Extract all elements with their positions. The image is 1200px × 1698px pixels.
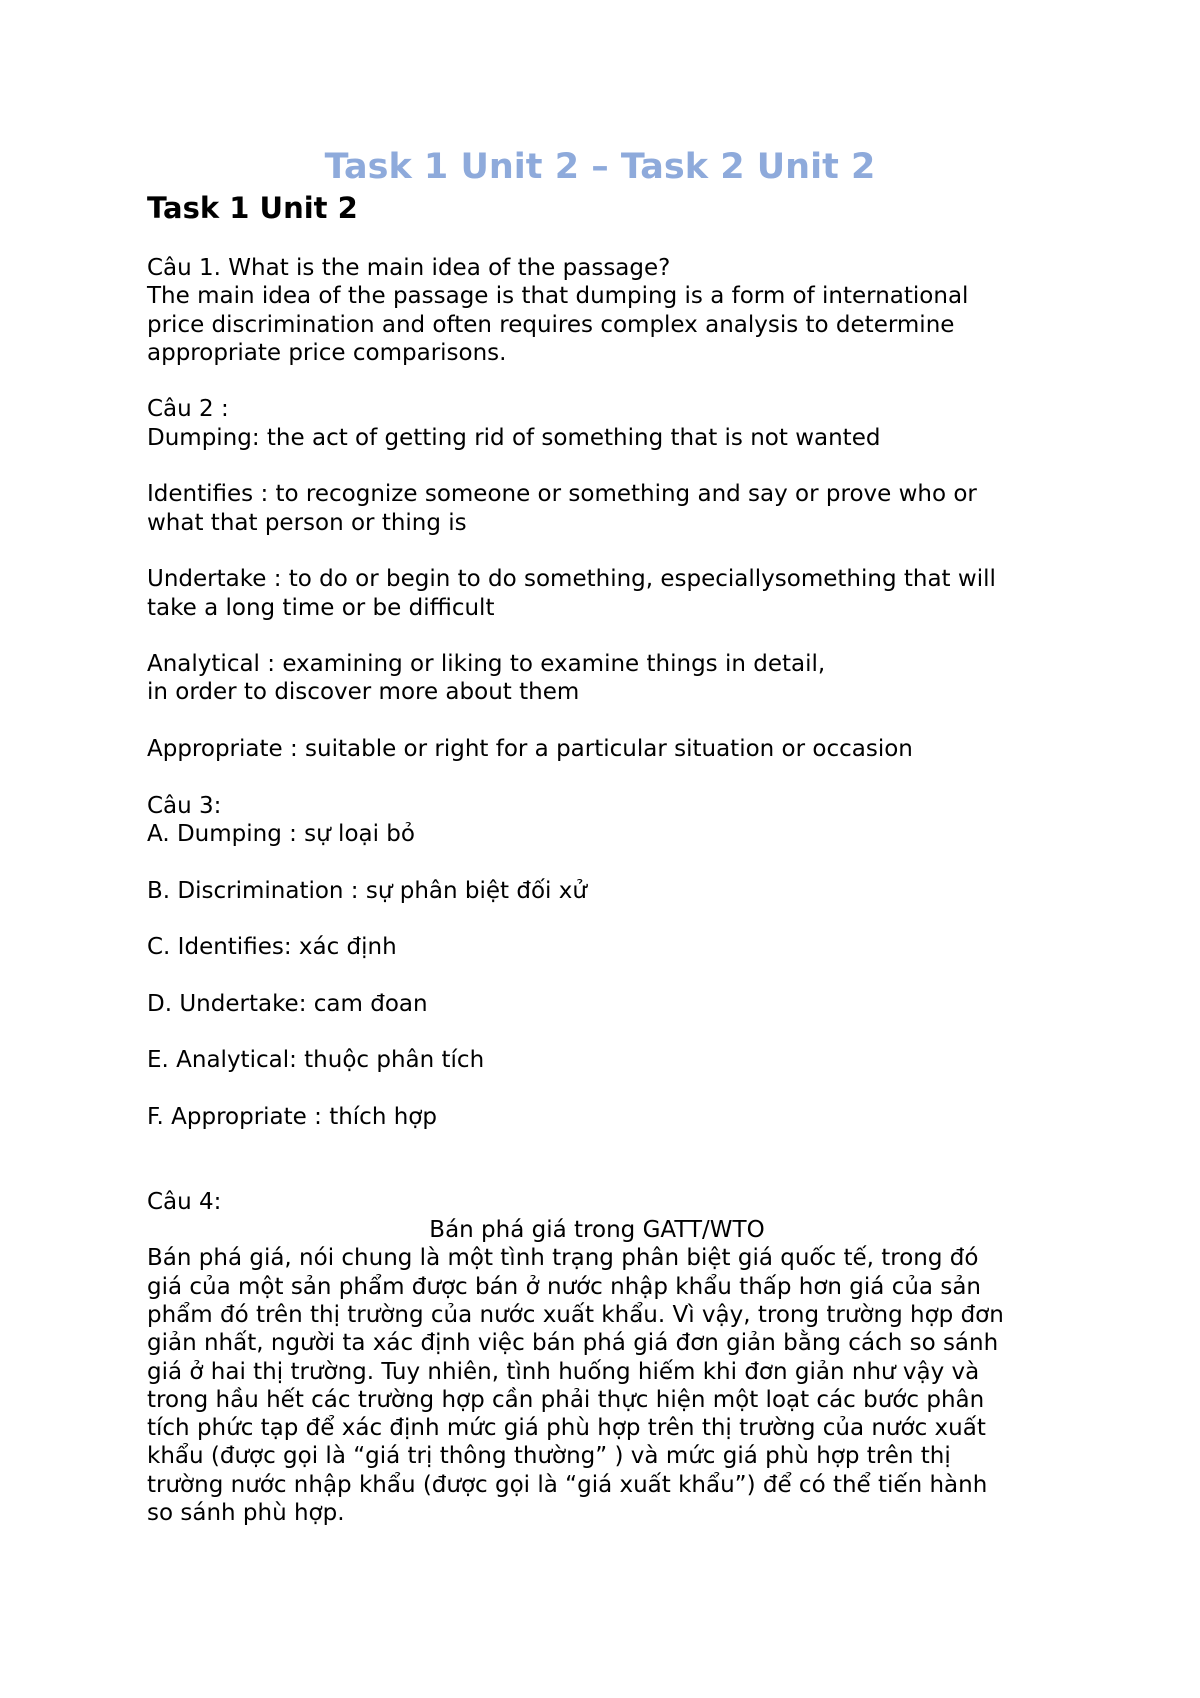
question-1-label: Câu 1. What is the main idea of the passage? [147,255,671,281]
definition-item: Analytical : examining or liking to examine things in detail, in order to discover more about them [147,651,826,706]
definition-item: Dumping: the act of getting rid of something that is not wanted [147,424,881,451]
question-4-subtitle: Bán phá giá trong GATT/WTO [429,1217,765,1244]
section-heading: Task 1 Unit 2 [147,191,358,225]
question-3-label: Câu 3: [147,792,222,819]
translation-item: D. Undertake: cam đoan [147,990,428,1017]
translation-item: C. Identifies: xác định [147,934,397,961]
question-2-label: Câu 2 : [147,396,229,423]
definition-item: Undertake : to do or begin to do something, especiallysomething that will take a long time or be difficult [147,566,996,621]
question-4-label: Câu 4: [147,1188,222,1215]
question-1-answer: The main idea of the passage is that dumping is a form of international price discrimination and often requires complex analysis to determine appropriate price comparisons. [147,283,969,366]
document-title: Task 1 Unit 2 – Task 2 Unit 2 [324,147,876,187]
translation-item: F. Appropriate : thích hợp [147,1103,437,1130]
definition-item: Identifies : to recognize someone or something and say or prove who or what that person or thing is [147,481,977,536]
question-4-paragraph: Bán phá giá, nói chung là một tình trạng phân biệt giá quốc tế, trong đó giá của một sản phẩm được bán ở nước nhập khẩu thấp hơn giá của sản phẩm đó trên thị trường của nước xuất khẩu. Vì vậy, trong trường hợp đơn giản nhất, người ta xác định việc bán phá giá đơn giản bằng cách so sánh giá ở hai thị trường. Tuy nhiên, tình huống hiếm khi đơn giản như vậy và trong hầu hết các trường hợp cần phải thực hiện một loạt các bước phân tích phức tạp để xác định mức giá phù hợp trên thị trường của nước xuất khẩu (được gọi là “giá trị thông thường” ) và mức giá phù hợp trên thị trường nước nhập khẩu (được gọi là “giá xuất khẩu”) để có thể tiến hành so sánh phù hợp. [147,1245,1004,1527]
translation-item: E. Analytical: thuộc phân tích [147,1047,485,1074]
translation-item: B. Discrimination : sự phân biệt đối xử [147,877,587,904]
document-body [147,188,1077,1527]
definition-item: Appropriate : suitable or right for a particular situation or occasion [147,736,913,763]
translation-item: A. Dumping : sự loại bỏ [147,820,415,847]
